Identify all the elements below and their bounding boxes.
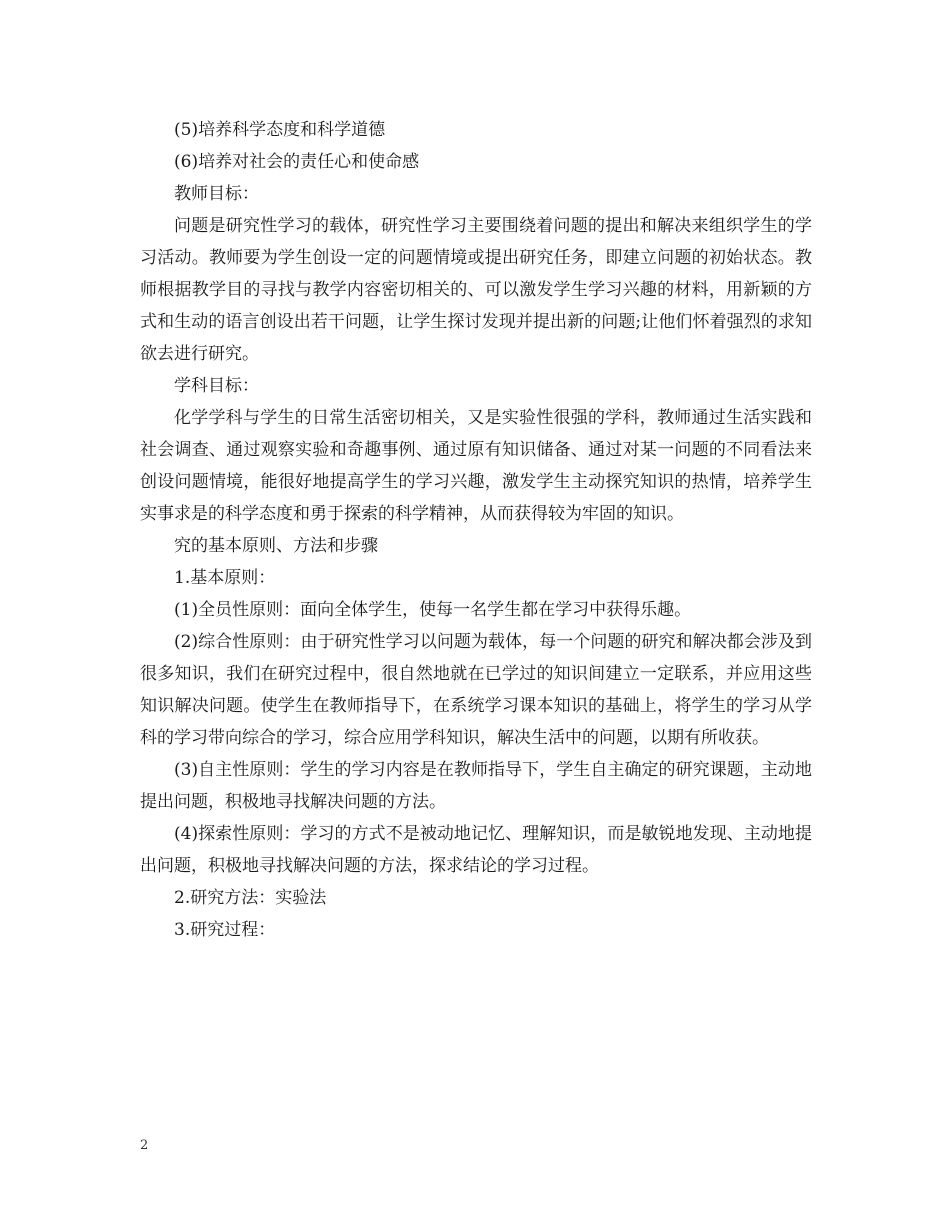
paragraph-subject-goal-body: 化学学科与学生的日常生活密切相关，又是实验性很强的学科，教师通过生活实践和社会调查、通过观察实验和奇趣事例、通过原有知识储备、通过对某一问题的不同看法来创设问题情境，能很好地提高学生的学习兴趣，激发学生主动探究知识的热情，培养学生实事求是的科学态度和勇于探索的科学精神，从而获得较为牢固的知识。 <box>140 408 812 524</box>
paragraph-principle-2: (2)综合性原则：由于研究性学习以问题为载体，每一个问题的研究和解决都会涉及到很多知识，我们在研究过程中，很自然地就在已学过的知识间建立一定联系，并应用这些知识解决问题。使学生在教师指导下，在系统学习课本知识的基础上，将学生的学习从学科的学习带向综合的学习，综合应用学科知识，解决生活中的问题，以期有所收获。 <box>140 632 812 748</box>
paragraph-basic-principles-heading: 1.基本原则： <box>174 568 276 588</box>
paragraph-research-method: 2.研究方法：实验法 <box>174 888 327 908</box>
paragraph-research-process: 3.研究过程： <box>174 920 276 940</box>
paragraph-principles-section-heading: 究的基本原则、方法和步骤 <box>174 536 378 556</box>
paragraph-teacher-goal-heading: 教师目标： <box>174 184 259 204</box>
paragraph-principle-3: (3)自主性原则：学生的学习内容是在教师指导下，学生自主确定的研究课题，主动地提出问题，积极地寻找解决问题的方法。 <box>140 760 812 812</box>
paragraph-principle-1: (1)全员性原则：面向全体学生，使每一名学生都在学习中获得乐趣。 <box>174 600 692 620</box>
paragraph-subject-goal-heading: 学科目标： <box>174 376 259 396</box>
paragraph-goal-5: (5)培养科学态度和科学道德 <box>174 120 386 140</box>
paragraph-teacher-goal-body: 问题是研究性学习的载体，研究性学习主要围绕着问题的提出和解决来组织学生的学习活动。教师要为学生创设一定的问题情境或提出研究任务，即建立问题的初始状态。教师根据教学目的寻找与教学内容密切相关的、可以激发学生学习兴趣的材料，用新颖的方式和生动的语言创设出若干问题，让学生探讨发现并提出新的问题;让他们怀着强烈的求知欲去进行研究。 <box>140 216 812 364</box>
page-number: 2 <box>140 1138 149 1153</box>
paragraph-principle-4: (4)探索性原则：学习的方式不是被动地记忆、理解知识，而是敏锐地发现、主动地提出问题，积极地寻找解决问题的方法，探求结论的学习过程。 <box>140 824 812 876</box>
document-body <box>140 114 812 946</box>
paragraph-goal-6: (6)培养对社会的责任心和使命感 <box>174 152 420 172</box>
